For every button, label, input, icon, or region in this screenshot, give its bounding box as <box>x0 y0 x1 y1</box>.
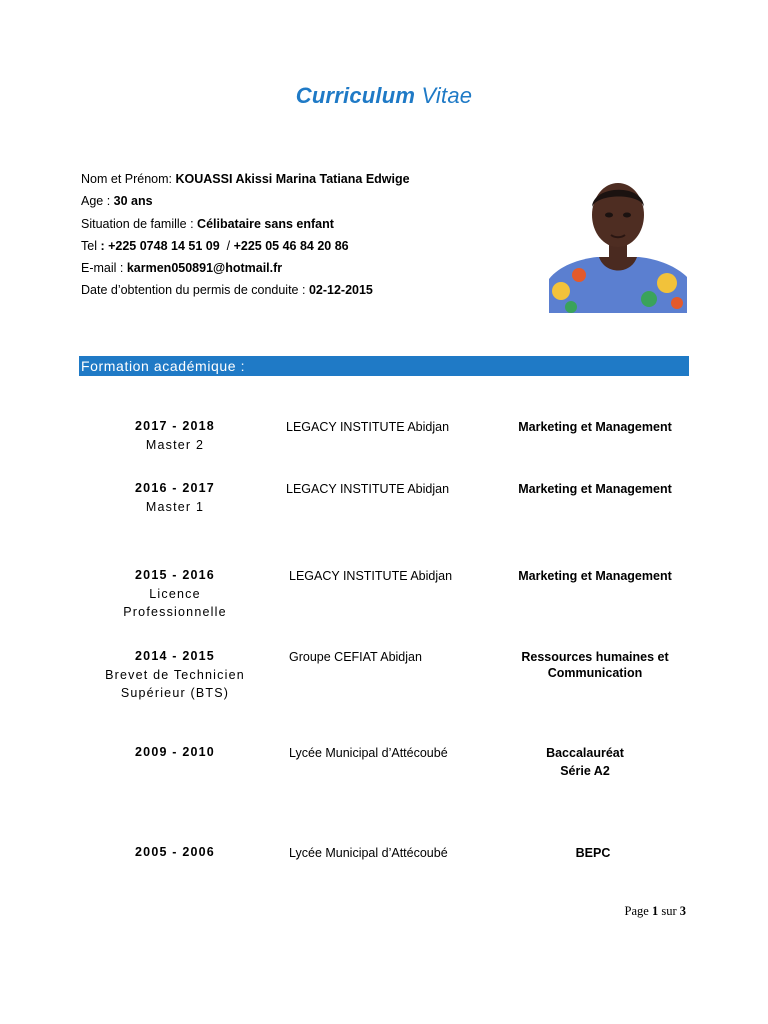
tel-row <box>81 235 410 257</box>
tel-separator: / <box>219 238 234 253</box>
education-years: 2014 - 2015 <box>135 649 215 663</box>
email-row <box>81 257 410 279</box>
family-row <box>81 213 410 235</box>
family-value: Célibataire sans enfant <box>197 216 334 231</box>
email-label: E-mail : <box>81 261 127 276</box>
education-school: Lycée Municipal d’Attécoubé <box>289 746 448 760</box>
education-years: 2005 - 2006 <box>135 845 215 859</box>
education-period <box>100 417 250 454</box>
name-label: Nom et Prénom: <box>81 172 176 186</box>
education-years: 2016 - 2017 <box>135 481 215 495</box>
education-period <box>100 843 250 862</box>
tel-value: : +225 0748 14 51 09 <box>100 238 220 253</box>
title-bold: Curriculum <box>295 83 416 108</box>
page-label: Page <box>624 904 652 918</box>
name-value: KOUASSI Akissi Marina Tatiana Edwige <box>175 172 410 186</box>
education-years: 2017 - 2018 <box>135 419 215 433</box>
education-period <box>100 647 250 703</box>
profile-photo <box>549 171 687 313</box>
education-field <box>498 845 688 861</box>
education-school: LEGACY INSTITUTE Abidjan <box>286 482 450 496</box>
education-field-main: BEPC <box>575 846 611 860</box>
education-field-main: Marketing et Management <box>518 420 672 434</box>
education-field <box>490 745 680 779</box>
education-field-main: Baccalauréat <box>546 746 624 760</box>
education-school: LEGACY INSTITUTE Abidjan <box>289 569 453 583</box>
license-label: Date d’obtention du permis de conduite : <box>81 283 309 298</box>
education-years: 2009 - 2010 <box>135 745 215 759</box>
tel-value-2: +225 05 46 84 20 86 <box>233 238 349 253</box>
age-label: Age : <box>81 194 114 209</box>
education-degree: Licence Professionnelle <box>123 586 227 619</box>
name-row <box>81 168 410 190</box>
education-field-main: Marketing et Management <box>518 482 672 496</box>
education-field-main: Marketing et Management <box>518 569 672 583</box>
education-field <box>500 568 690 584</box>
education-period <box>100 479 250 516</box>
page-total: 3 <box>679 904 686 918</box>
education-period <box>100 743 250 762</box>
education-field <box>500 419 690 435</box>
license-row <box>81 279 410 301</box>
tel-label: Tel <box>81 238 101 253</box>
page-footer <box>625 904 686 919</box>
license-value: 02-12-2015 <box>308 283 373 298</box>
document-title <box>0 83 768 109</box>
education-degree: Master 1 <box>145 499 205 514</box>
age-value: 30 ans <box>113 194 153 209</box>
page-sur: sur <box>658 904 680 918</box>
education-school: LEGACY INSTITUTE Abidjan <box>286 420 450 434</box>
education-school: Groupe CEFIAT Abidjan <box>289 650 422 664</box>
education-school: Lycée Municipal d’Attécoubé <box>289 846 448 860</box>
education-field <box>495 649 695 681</box>
page-number: 1 <box>651 904 659 918</box>
family-label: Situation de famille : <box>81 216 198 231</box>
education-period <box>100 566 250 622</box>
email-value: karmen050891@hotmail.fr <box>126 261 283 276</box>
education-degree: Master 2 <box>145 437 205 452</box>
education-field-sub: Série A2 <box>560 764 610 778</box>
title-light: Vitae <box>421 83 473 108</box>
education-years: 2015 - 2016 <box>135 568 215 582</box>
section-formation-title: Formation académique : <box>79 356 689 376</box>
age-row <box>81 190 410 212</box>
personal-info <box>81 168 410 302</box>
education-field-main: Ressources humaines et Communication <box>521 650 669 680</box>
education-field <box>500 481 690 497</box>
education-degree: Brevet de Technicien Supérieur (BTS) <box>105 667 245 700</box>
